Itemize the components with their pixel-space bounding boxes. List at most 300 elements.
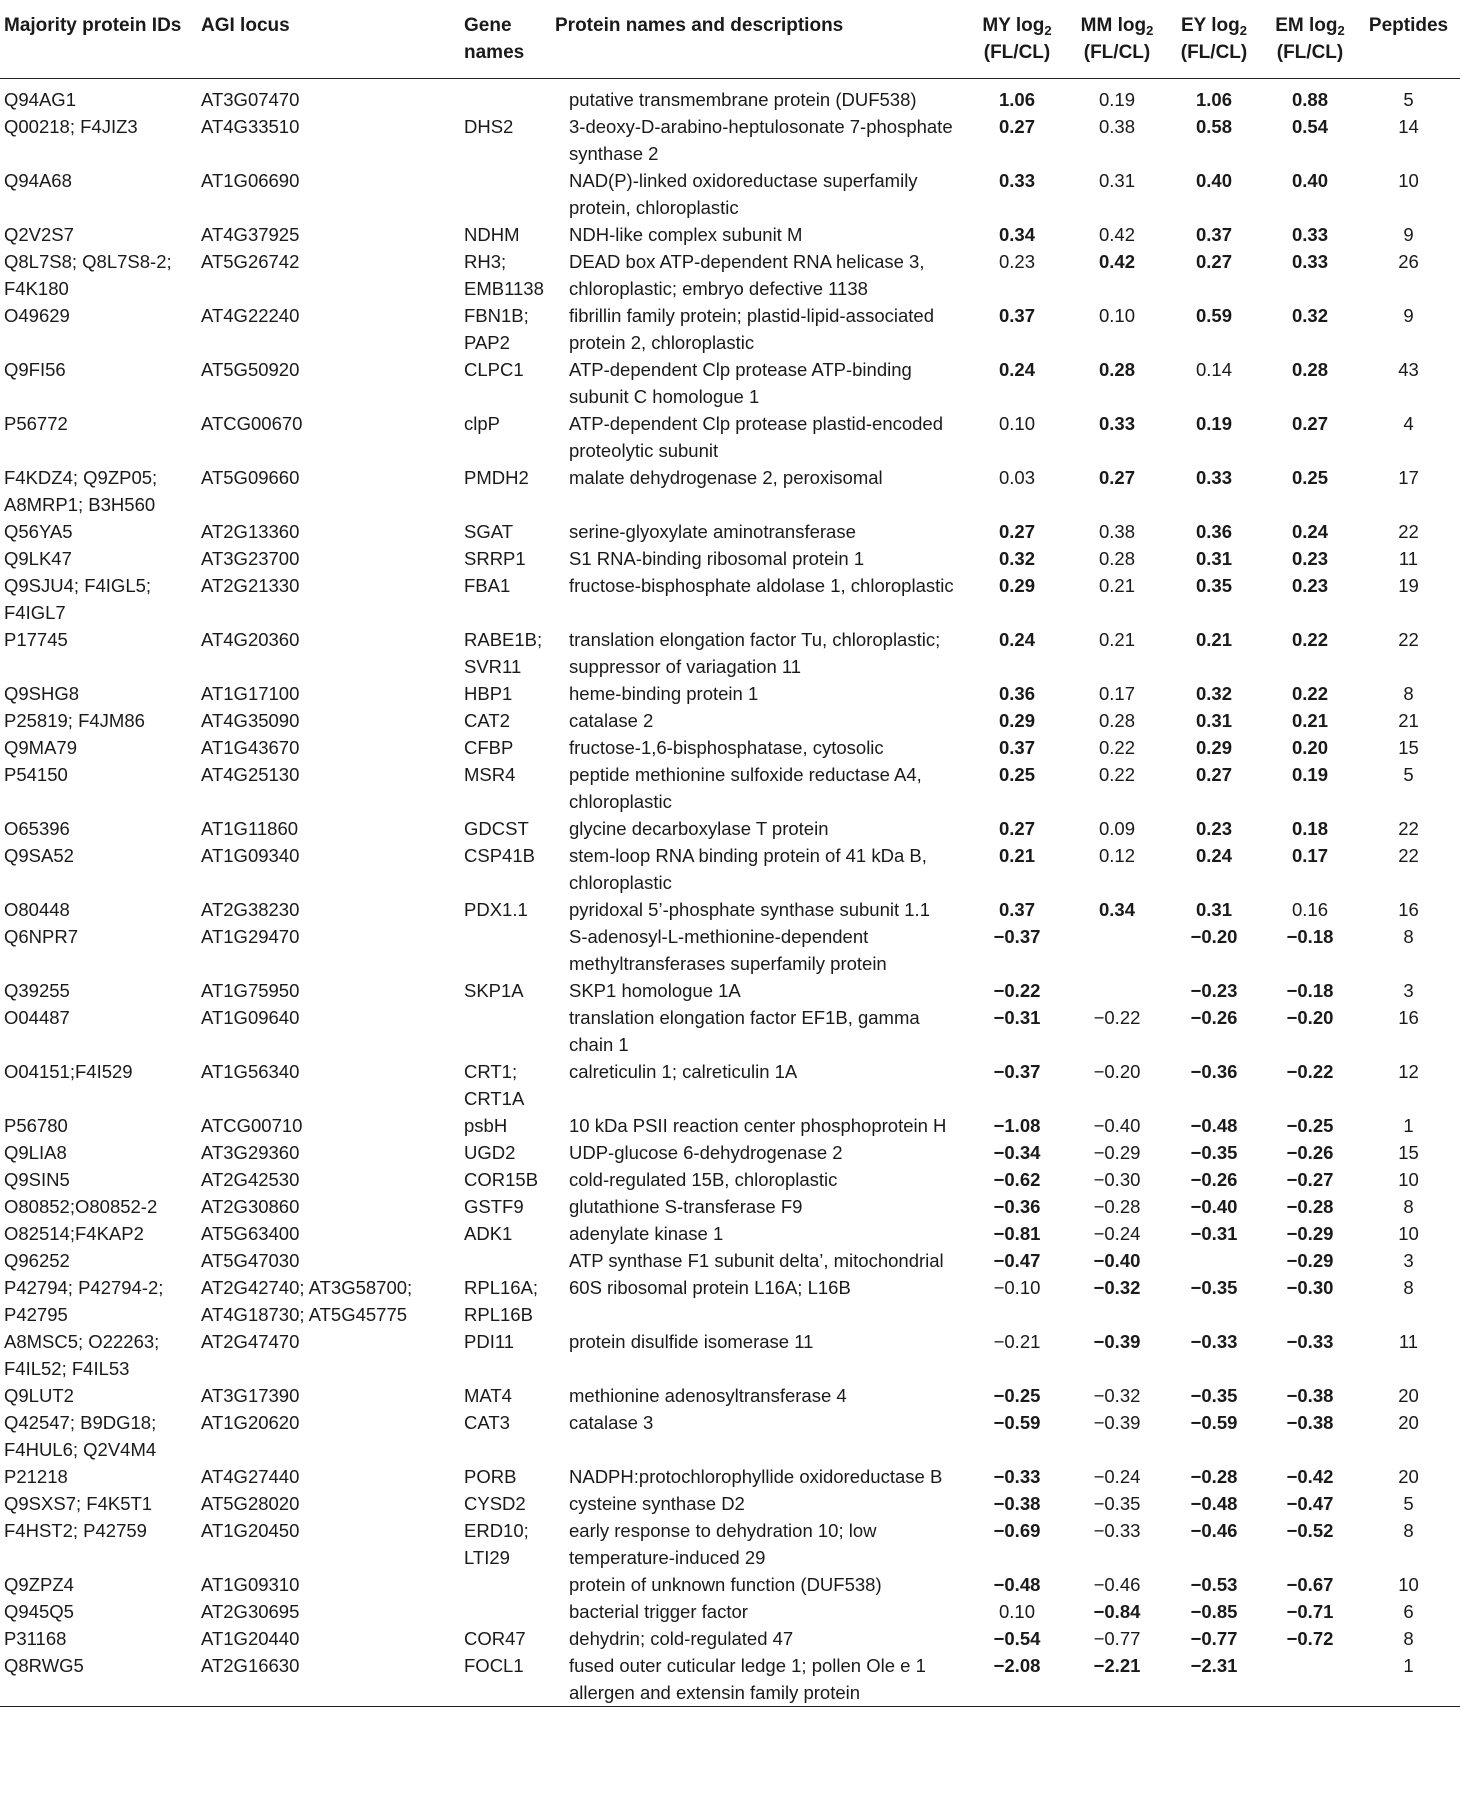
cell-ey: 0.36 [1195,521,1232,542]
cell-mm: 0.17 [1098,683,1135,704]
cell-em: 0.40 [1291,170,1328,191]
cell-my: 0.32 [998,548,1035,569]
cell-agi-locus: AT5G50920 [201,359,300,380]
cell-description: ATP synthase F1 subunit delta’, mitochondrial [569,1250,944,1271]
cell-ey: −0.33 [1190,1331,1238,1352]
cell-em: −0.72 [1286,1628,1334,1649]
cell-peptides: 20 [1398,1412,1419,1433]
cell-ey: 0.32 [1195,683,1232,704]
cell-description: malate dehydrogenase 2, peroxisomal [569,467,883,488]
cell-em: 0.24 [1291,521,1328,542]
cell-gene-names [460,1598,545,1625]
table-row [0,1193,1460,1220]
cell-mm: 0.22 [1098,764,1135,785]
cell-description: catalase 2 [569,710,654,731]
cell-em: −0.42 [1286,1466,1334,1487]
cell-gene-names: DHS2 [464,116,514,137]
cell-description: fibrillin family protein; plastid-lipid-associated protein 2, chloroplastic [569,305,935,353]
cell-em: 0.33 [1291,224,1328,245]
cell-mm: −0.39 [1093,1412,1141,1433]
cell-agi-locus: AT1G20440 [201,1628,300,1649]
cell-ey: −0.26 [1190,1007,1238,1028]
cell-agi-locus: AT2G42530 [201,1169,300,1190]
cell-agi-locus: AT2G30695 [201,1601,300,1622]
cell-gene-names [460,79,545,114]
cell-peptides: 22 [1398,629,1419,650]
cell-description: protein disulfide isomerase 11 [569,1331,814,1352]
cell-protein-ids: Q9LK47 [4,548,72,569]
header-gene: Gene names [464,15,525,63]
cell-description: NAD(P)-linked oxidoreductase superfamily protein, chloroplastic [569,170,918,218]
cell-agi-locus: AT1G09310 [201,1574,300,1595]
cell-my: 0.25 [998,764,1035,785]
cell-description: protein of unknown function (DUF538) [569,1574,882,1595]
cell-description: translation elongation factor Tu, chloroplastic; suppressor of variagation 11 [569,629,941,677]
cell-peptides: 9 [1403,305,1414,326]
cell-mm: 0.27 [1098,467,1135,488]
cell-peptides: 22 [1398,818,1419,839]
cell-ey: −0.35 [1190,1277,1238,1298]
cell-ey: 0.31 [1195,710,1232,731]
cell-description: dehydrin; cold-regulated 47 [569,1628,794,1649]
cell-description: cold-regulated 15B, chloroplastic [569,1169,838,1190]
cell-my: −0.59 [993,1412,1041,1433]
cell-em: 0.33 [1291,251,1328,272]
cell-em: 0.28 [1291,359,1328,380]
cell-gene-names [460,1571,545,1598]
cell-gene-names: FOCL1 [464,1655,524,1676]
cell-peptides: 3 [1403,1250,1414,1271]
cell-agi-locus: AT4G27440 [201,1466,300,1487]
cell-description: translation elongation factor EF1B, gamma chain 1 [569,1007,920,1055]
cell-gene-names: RABE1B; SVR11 [464,629,543,677]
cell-peptides: 8 [1403,926,1414,947]
cell-protein-ids: O49629 [4,305,70,326]
header-agi: AGI locus [201,15,290,36]
table-header [0,0,1460,79]
cell-em: −0.38 [1286,1385,1334,1406]
cell-mm: −0.35 [1093,1493,1141,1514]
cell-description: methionine adenosyltransferase 4 [569,1385,847,1406]
cell-gene-names [460,923,545,977]
cell-my: 0.27 [998,818,1035,839]
cell-em: −0.29 [1286,1250,1334,1271]
cell-gene-names: COR15B [464,1169,539,1190]
cell-protein-ids: F4KDZ4; Q9ZP05; A8MRP1; B3H560 [4,467,158,515]
cell-em: 0.21 [1291,710,1328,731]
cell-protein-ids: Q56YA5 [4,521,73,542]
cell-agi-locus: AT4G22240 [201,305,300,326]
table-row [0,761,1460,815]
cell-my: 0.33 [998,170,1035,191]
cell-my: −1.08 [993,1115,1041,1136]
cell-ey: −0.40 [1190,1196,1238,1217]
cell-peptides: 22 [1398,845,1419,866]
cell-description: SKP1 homologue 1A [569,980,741,1001]
cell-my: 0.03 [998,467,1035,488]
cell-gene-names: CLPC1 [464,359,524,380]
cell-agi-locus: AT1G11860 [201,818,299,839]
cell-mm: −0.84 [1093,1601,1141,1622]
cell-mm: 0.38 [1098,116,1135,137]
cell-mm: 0.09 [1098,818,1135,839]
table-row [0,707,1460,734]
cell-em: 0.54 [1291,116,1328,137]
cell-ey: 0.29 [1195,737,1232,758]
cell-em: −0.18 [1286,980,1334,1001]
cell-gene-names: CAT3 [464,1412,510,1433]
cell-agi-locus: AT2G30860 [201,1196,300,1217]
cell-mm [1069,923,1165,977]
cell-description: UDP-glucose 6-dehydrogenase 2 [569,1142,843,1163]
cell-gene-names: ADK1 [464,1223,513,1244]
table-row [0,1490,1460,1517]
cell-mm: −0.22 [1093,1007,1141,1028]
cell-agi-locus: AT2G16630 [201,1655,300,1676]
cell-gene-names: CYSD2 [464,1493,526,1514]
cell-agi-locus: AT1G29470 [201,926,300,947]
cell-agi-locus: AT5G09660 [201,467,300,488]
cell-protein-ids: Q945Q5 [4,1601,74,1622]
cell-peptides: 10 [1398,1169,1419,1190]
cell-description: glutathione S-transferase F9 [569,1196,803,1217]
cell-peptides: 15 [1398,1142,1419,1163]
cell-peptides: 8 [1403,1628,1414,1649]
cell-description: fused outer cuticular ledge 1; pollen Ole e 1 allergen and extensin family protein [569,1655,926,1703]
cell-em: −0.29 [1286,1223,1334,1244]
cell-peptides: 16 [1398,1007,1419,1028]
cell-mm: −0.40 [1093,1115,1141,1136]
cell-em: −0.20 [1286,1007,1334,1028]
cell-mm: 0.19 [1098,89,1135,110]
table-row [0,518,1460,545]
cell-protein-ids: Q9SHG8 [4,683,80,704]
cell-peptides: 5 [1403,89,1414,110]
cell-mm [1069,977,1165,1004]
cell-em: 0.88 [1291,89,1328,110]
cell-agi-locus: AT4G35090 [201,710,300,731]
cell-gene-names: RH3; EMB1138 [464,251,544,299]
cell-ey: −0.23 [1190,980,1238,1001]
cell-protein-ids: O82514;F4KAP2 [4,1223,144,1244]
cell-my: 0.24 [998,359,1035,380]
cell-protein-ids: P42794; P42794-2; P42795 [4,1277,164,1325]
cell-agi-locus: AT1G20450 [201,1520,300,1541]
cell-em: −0.67 [1286,1574,1334,1595]
cell-ey: −2.31 [1190,1655,1238,1676]
cell-gene-names: ERD10; LTI29 [464,1520,529,1568]
table-row [0,1382,1460,1409]
cell-peptides: 43 [1398,359,1419,380]
table-row [0,734,1460,761]
cell-agi-locus: ATCG00670 [201,413,303,434]
cell-em: 0.22 [1291,683,1328,704]
cell-ey: −0.28 [1190,1466,1238,1487]
cell-em: −0.18 [1286,926,1334,947]
cell-agi-locus: AT1G43670 [201,737,300,758]
cell-gene-names [460,1004,545,1058]
header-mm: MM $\log_2$ (FL/CL) [1080,15,1154,63]
cell-my: −0.22 [993,980,1041,1001]
table-row [0,1058,1460,1112]
cell-agi-locus: AT2G47470 [201,1331,300,1352]
cell-peptides: 5 [1403,764,1414,785]
cell-my: 1.06 [998,89,1035,110]
cell-ey: 0.33 [1195,467,1232,488]
cell-agi-locus: AT4G20360 [201,629,300,650]
cell-peptides: 8 [1403,1277,1414,1298]
cell-agi-locus: AT1G06690 [201,170,300,191]
cell-mm: 0.21 [1098,575,1135,596]
cell-gene-names: SGAT [464,521,513,542]
cell-mm: 0.28 [1098,710,1135,731]
cell-ey: 0.23 [1195,818,1232,839]
cell-em: −0.26 [1286,1142,1334,1163]
cell-gene-names: MSR4 [464,764,516,785]
cell-em: 0.22 [1291,629,1328,650]
table-row [0,1463,1460,1490]
table-row [0,464,1460,518]
table-row [0,842,1460,896]
cell-ey: −0.77 [1190,1628,1238,1649]
header-peptides: Peptides [1368,15,1449,36]
cell-gene-names: PDI11 [464,1331,515,1352]
cell-my: 0.37 [998,305,1035,326]
cell-peptides: 20 [1398,1466,1419,1487]
table-row [0,545,1460,572]
table-row [0,1517,1460,1571]
cell-description: 3-deoxy-D-arabino-heptulosonate 7-phosphate synthase 2 [569,116,953,164]
cell-peptides: 10 [1398,170,1419,191]
cell-em: −0.25 [1286,1115,1334,1136]
table-row [0,1220,1460,1247]
cell-my: 0.29 [998,710,1035,731]
cell-gene-names: GSTF9 [464,1196,524,1217]
cell-protein-ids: Q9SA52 [4,845,74,866]
cell-ey: 0.31 [1195,899,1232,920]
table-row [0,977,1460,1004]
cell-my: 0.24 [998,629,1035,650]
cell-em: 0.18 [1291,818,1328,839]
cell-description: NDH-like complex subunit M [569,224,803,245]
cell-protein-ids: Q00218; F4JIZ3 [4,116,138,137]
table-row [0,572,1460,626]
cell-my: 0.29 [998,575,1035,596]
cell-peptides: 10 [1398,1223,1419,1244]
cell-protein-ids: O04487 [4,1007,70,1028]
table-row [0,167,1460,221]
cell-description: adenylate kinase 1 [569,1223,724,1244]
cell-description: bacterial trigger factor [569,1601,748,1622]
cell-agi-locus: AT1G09340 [201,845,300,866]
cell-mm: 0.34 [1098,899,1135,920]
table-row [0,923,1460,977]
cell-ey: −0.53 [1190,1574,1238,1595]
cell-protein-ids: Q96252 [4,1250,70,1271]
header-ids: Majority protein IDs [4,15,182,36]
table-row [0,1247,1460,1274]
cell-gene-names: HBP1 [464,683,513,704]
cell-agi-locus: AT5G26742 [201,251,300,272]
cell-mm: 0.28 [1098,548,1135,569]
cell-my: 0.10 [998,413,1035,434]
cell-em: 0.32 [1291,305,1328,326]
cell-peptides: 5 [1403,1493,1414,1514]
cell-my: −0.10 [993,1277,1041,1298]
cell-peptides: 6 [1403,1601,1414,1622]
cell-my: −0.21 [993,1331,1041,1352]
cell-agi-locus: AT5G47030 [201,1250,300,1271]
cell-em: −0.47 [1286,1493,1334,1514]
cell-mm: −0.40 [1093,1250,1141,1271]
cell-my: −0.37 [993,1061,1041,1082]
cell-protein-ids: Q9LUT2 [4,1385,74,1406]
cell-mm: −2.21 [1093,1655,1141,1676]
cell-protein-ids: P56780 [4,1115,68,1136]
cell-description: putative transmembrane protein (DUF538) [569,89,917,110]
cell-protein-ids: Q8RWG5 [4,1655,84,1676]
cell-ey: 0.37 [1195,224,1232,245]
cell-protein-ids: F4HST2; P42759 [4,1520,147,1541]
cell-ey: −0.20 [1190,926,1238,947]
cell-gene-names: MAT4 [464,1385,512,1406]
cell-gene-names: PORB [464,1466,517,1487]
cell-peptides: 17 [1398,467,1419,488]
cell-mm: −0.46 [1093,1574,1141,1595]
table-row [0,410,1460,464]
cell-protein-ids: Q9FI56 [4,359,66,380]
cell-ey: 0.27 [1195,251,1232,272]
cell-mm: 0.31 [1098,170,1135,191]
cell-em: −0.28 [1286,1196,1334,1217]
cell-gene-names: SRRP1 [464,548,526,569]
cell-peptides: 14 [1398,116,1419,137]
table-row [0,302,1460,356]
cell-peptides: 26 [1398,251,1419,272]
table-row [0,356,1460,410]
table-row [0,1328,1460,1382]
cell-gene-names: COR47 [464,1628,526,1649]
cell-ey: 0.35 [1195,575,1232,596]
cell-agi-locus: AT4G25130 [201,764,300,785]
cell-my: −0.48 [993,1574,1041,1595]
cell-em: 0.23 [1291,548,1328,569]
cell-ey: 0.14 [1195,359,1232,380]
cell-gene-names: GDCST [464,818,529,839]
table-row [0,1274,1460,1328]
cell-em: −0.33 [1286,1331,1334,1352]
cell-protein-ids: Q9SIN5 [4,1169,70,1190]
cell-gene-names: clpP [464,413,500,434]
header-my: MY $\log_2$ (FL/CL) [982,15,1052,63]
cell-description: cysteine synthase D2 [569,1493,745,1514]
cell-description: catalase 3 [569,1412,654,1433]
cell-description: 60S ribosomal protein L16A; L16B [569,1277,851,1298]
cell-gene-names: CAT2 [464,710,510,731]
cell-protein-ids: O80852;O80852-2 [4,1196,158,1217]
cell-agi-locus: ATCG00710 [201,1115,303,1136]
table-row [0,896,1460,923]
cell-agi-locus: AT4G37925 [201,224,300,245]
cell-peptides: 21 [1398,710,1419,731]
cell-protein-ids: Q8L7S8; Q8L7S8-2; F4K180 [4,251,172,299]
cell-protein-ids: Q2V2S7 [4,224,74,245]
cell-gene-names: FBN1B; PAP2 [464,305,529,353]
cell-gene-names: psbH [464,1115,508,1136]
cell-agi-locus: AT2G42740; AT3G58700; AT4G18730; AT5G45775 [201,1277,413,1325]
cell-description: heme-binding protein 1 [569,683,759,704]
table-row [0,1409,1460,1463]
table-row [0,1004,1460,1058]
cell-gene-names: CSP41B [464,845,535,866]
cell-my: −0.33 [993,1466,1041,1487]
cell-em: 0.23 [1291,575,1328,596]
cell-my: 0.10 [998,1601,1035,1622]
cell-description: pyridoxal 5’-phosphate synthase subunit 1.1 [569,899,930,920]
cell-description: calreticulin 1; calreticulin 1A [569,1061,798,1082]
cell-agi-locus: AT4G33510 [201,116,300,137]
cell-description: stem-loop RNA binding protein of 41 kDa B, chloroplastic [569,845,927,893]
cell-mm: −0.32 [1093,1385,1141,1406]
header-em: EM $\log_2$ (FL/CL) [1275,15,1345,63]
cell-gene-names: FBA1 [464,575,511,596]
cell-gene-names: CRT1; CRT1A [464,1061,525,1109]
cell-description: early response to dehydration 10; low temperature-induced 29 [569,1520,877,1568]
cell-peptides: 8 [1403,683,1414,704]
cell-em: −0.30 [1286,1277,1334,1298]
cell-description: DEAD box ATP-dependent RNA helicase 3, chloroplastic; embryo defective 1138 [569,251,925,299]
cell-mm: −0.28 [1093,1196,1141,1217]
cell-my: 0.27 [998,116,1035,137]
cell-peptides: 11 [1398,548,1419,569]
cell-protein-ids: Q9LIA8 [4,1142,67,1163]
cell-my: 0.21 [998,845,1035,866]
cell-mm: 0.12 [1098,845,1135,866]
cell-my: −0.34 [993,1142,1041,1163]
cell-agi-locus: AT1G56340 [201,1061,300,1082]
table-row [0,626,1460,680]
cell-ey: 0.58 [1195,116,1232,137]
cell-peptides: 1 [1403,1655,1414,1676]
cell-em: −0.52 [1286,1520,1334,1541]
cell-protein-ids: P56772 [4,413,68,434]
cell-protein-ids: P21218 [4,1466,68,1487]
cell-protein-ids: O04151;F4I529 [4,1061,133,1082]
cell-ey [1165,1247,1263,1274]
cell-ey: −0.35 [1190,1385,1238,1406]
cell-protein-ids: Q39255 [4,980,70,1001]
cell-my: 0.34 [998,224,1035,245]
table-row [0,1652,1460,1707]
cell-description: fructose-1,6-bisphosphatase, cytosolic [569,737,884,758]
cell-description: 10 kDa PSII reaction center phosphoprotein H [569,1115,947,1136]
cell-description: S1 RNA-binding ribosomal protein 1 [569,548,865,569]
cell-ey: −0.31 [1190,1223,1238,1244]
table-row [0,1625,1460,1652]
cell-protein-ids: P17745 [4,629,68,650]
cell-agi-locus: AT1G75950 [201,980,300,1001]
cell-mm: 0.21 [1098,629,1135,650]
cell-my: −2.08 [993,1655,1041,1676]
header-ey: EY $\log_2$ (FL/CL) [1180,15,1248,63]
cell-protein-ids: Q9SJU4; F4IGL5; F4IGL7 [4,575,152,623]
table-row [0,1112,1460,1139]
cell-em: −0.71 [1286,1601,1334,1622]
cell-agi-locus: AT2G13360 [201,521,300,542]
cell-description: ATP-dependent Clp protease plastid-encoded proteolytic subunit [569,413,944,461]
cell-my: −0.36 [993,1196,1041,1217]
cell-mm: −0.32 [1093,1277,1141,1298]
